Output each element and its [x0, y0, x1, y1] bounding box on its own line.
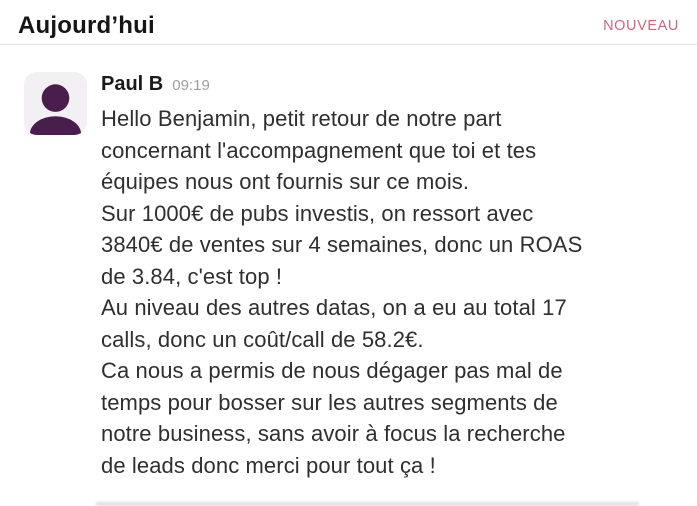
- message-line: calls, donc un coût/call de 58.2€.: [101, 326, 424, 352]
- message-line: temps pour bosser sur les autres segments de: [101, 389, 558, 415]
- message-timestamp[interactable]: 09:19: [172, 77, 210, 94]
- message-line: équipes nous ont fournis sur ce mois.: [101, 169, 470, 194]
- message-meta: [101, 73, 582, 98]
- message-line: notre business, sans avoir à focus la recherche: [101, 421, 566, 446]
- message-content: [101, 72, 582, 481]
- person-silhouette-icon: [24, 72, 87, 135]
- message-text: [101, 103, 582, 481]
- author-name[interactable]: Paul B: [101, 73, 164, 95]
- chat-message: [0, 45, 697, 481]
- message-line: Au niveau des autres datas, on a eu au total 17: [101, 295, 567, 320]
- message-line: de leads donc merci pour tout ça !: [101, 452, 436, 478]
- message-line: 3840€ de ventes sur 4 semaines, donc un ROAS: [101, 232, 583, 257]
- cropped-next-message: [96, 502, 639, 506]
- day-divider-header: [0, 0, 697, 45]
- message-line: concernant l'accompagnement que toi et tes: [101, 137, 537, 163]
- avatar[interactable]: [24, 72, 87, 135]
- message-line: Ca nous a permis de nous dégager pas mal de: [101, 358, 563, 383]
- message-line: de 3.84, c'est top !: [101, 263, 283, 289]
- day-label: Aujourd’hui: [18, 12, 155, 39]
- new-messages-badge: NOUVEAU: [603, 18, 679, 34]
- message-line: Sur 1000€ de pubs investis, on ressort avec: [101, 200, 534, 226]
- message-line: Hello Benjamin, petit retour de notre part: [101, 106, 502, 131]
